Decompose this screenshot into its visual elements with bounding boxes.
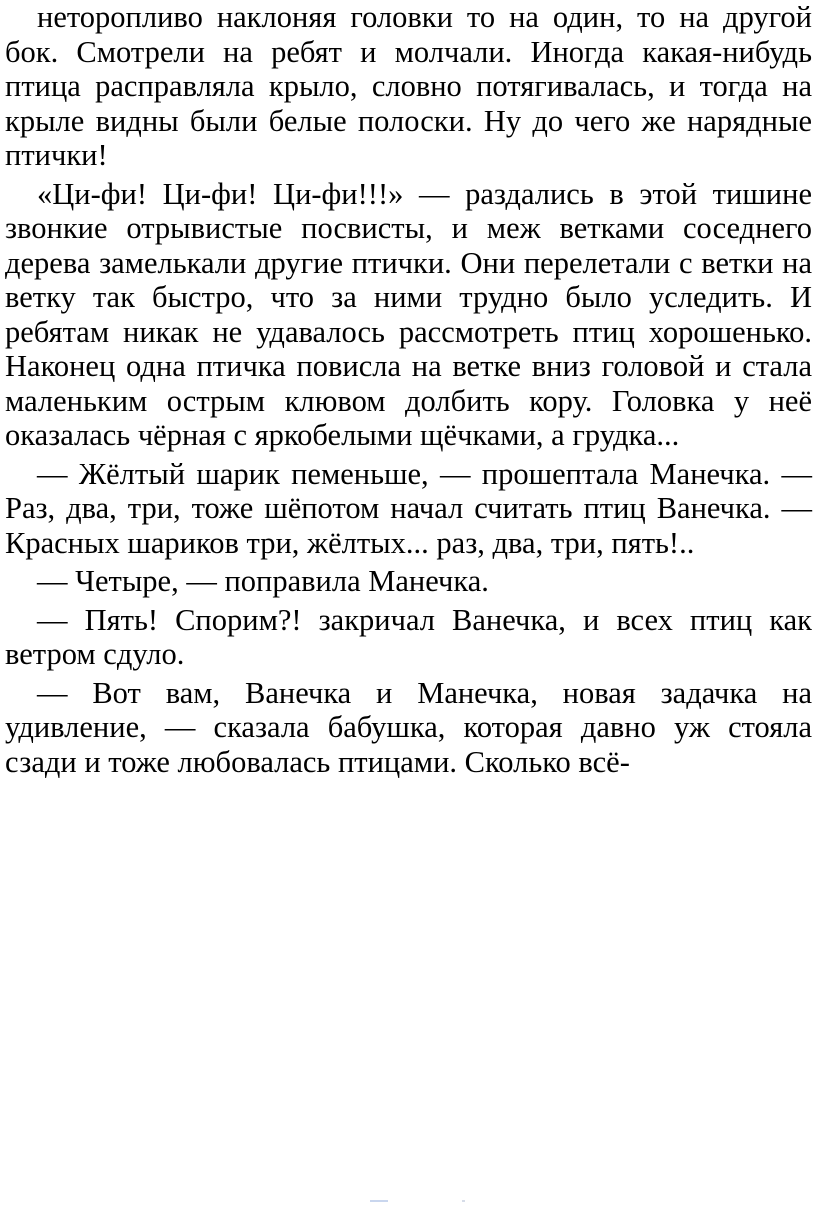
paragraph: «Ци-фи! Ци-фи! Ци-фи!!!» — раздались в этой тишине звонкие отрывистые посвисты, и меж ветками соседнего дерева замелькали другие птички. Они перелетали с ветки на ветку так быстро, что за ними трудно было уследить. И ребятам никак не удавалось рассмотреть птиц хорошенько. Наконец одна птичка повисла на ветке вниз головой и стала маленьким острым клювом долбить кору. Головка у неё оказалась чёрная с яркобелыми щёчками, а грудка... bbox=[5, 176, 812, 452]
paragraph: — Четыре, — поправила Манечка. bbox=[37, 564, 489, 598]
paragraph: — Жёлтый шарик пеменьше, — прошептала Манечка. — Раз, два, три, тоже шёпотом начал считать птиц Ванечка. — Красных шариков три, жёлтых... раз, два, три, пять!.. bbox=[5, 456, 812, 560]
paragraph: неторопливо наклоняя головки то на один, то на другой бок. Смотрели на ребят и молчали. Иногда какая-нибудь птица расправляла крыло, словно потягивалась, и тогда на крыле видны были белые полоски. Ну до чего же нарядные птички! bbox=[5, 0, 812, 172]
page-footer-dot bbox=[462, 1200, 465, 1202]
paragraph: — Вот вам, Ванечка и Манечка, новая задачка на удивление, — сказала бабушка, которая давно уж стояла сзади и тоже любовалась птицами. Сколько всё- bbox=[5, 675, 812, 779]
document-page bbox=[5, 0, 812, 779]
page-footer-mark bbox=[370, 1200, 388, 1202]
paragraph: — Пять! Спорим?! закричал Ванечка, и всех птиц как ветром сдуло. bbox=[5, 602, 812, 671]
